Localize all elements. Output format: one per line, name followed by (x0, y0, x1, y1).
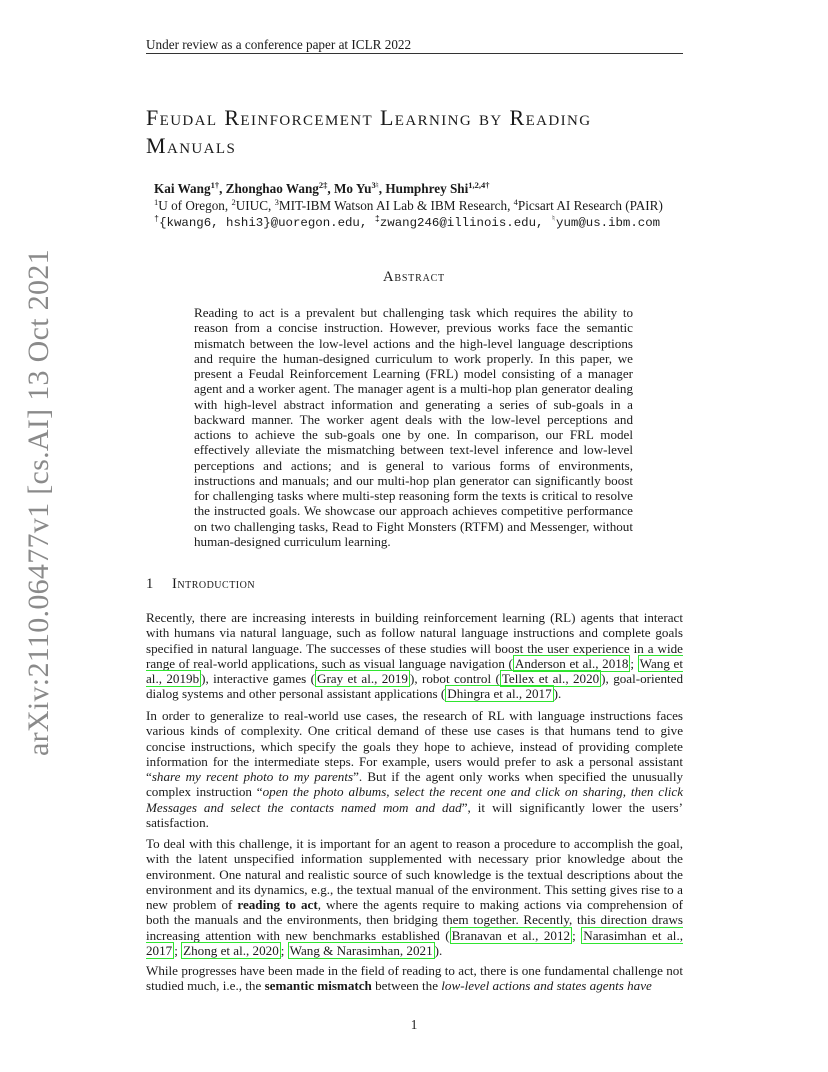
paragraph-text: ), interactive games ( (201, 671, 315, 686)
affiliation-marker: 1 (154, 197, 159, 207)
affiliation-text: UIUC, (235, 198, 275, 213)
citation-link[interactable]: Wang & Narasimhan, 2021 (289, 942, 433, 958)
citation-link[interactable]: Dhingra et al., 2017 (447, 686, 552, 702)
section-heading-introduction (146, 576, 255, 593)
title-line-1: Feudal Reinforcement Learning by Reading (146, 105, 592, 130)
paragraph-text: ; (572, 927, 582, 943)
paragraph-text: ; (280, 942, 288, 958)
citation-link[interactable]: Branavan et al., 2012 (451, 927, 571, 943)
paragraph-text: ). (434, 942, 443, 958)
paragraph-text: ). (553, 686, 562, 702)
paragraph-text: ”. But if the agent only works when specified the unusually complex instruction “ (146, 769, 684, 800)
affiliation-text: MIT-IBM Watson AI Lab & IBM Research, (278, 198, 514, 213)
arxiv-identifier-stamp: arXiv:2110.06477v1 [cs.AI] 13 Oct 2021 (22, 249, 55, 756)
email-text: {kwang6, hshi3}@uoregon.edu, (159, 216, 375, 230)
page-number: 1 (410, 1017, 418, 1032)
affiliations (154, 198, 663, 214)
emphasized-text: low-level actions and states agents have (441, 978, 652, 994)
author-name: Zhonghao Wang (225, 181, 319, 196)
paragraph-text: ; (174, 942, 182, 958)
author-name: Mo Yu (333, 181, 372, 196)
author-marker: 1,2,4† (468, 180, 490, 190)
emphasized-text: share my recent photo to my parents (151, 769, 354, 784)
author-marker: 1† (210, 180, 220, 190)
paragraph-text: ”, it will significantly lower the users’ satisfaction. (146, 799, 684, 830)
affiliation-marker: 4 (513, 197, 518, 207)
paper-title (146, 104, 706, 160)
intro-paragraph-3 (146, 836, 683, 958)
affiliation-text: U of Oregon, (158, 198, 232, 213)
paragraph-text: While progresses have been made in the field of reading to act, there is one fundamental challenge not studied much, i.e., the (146, 963, 683, 994)
paragraph-text: ), goal-oriented dialog systems and other personal assistant applications ( (146, 671, 683, 702)
emphasized-text: open the photo albums, select the recent one and click on sharing, then click Messages and select the contacts named mom and dad (146, 784, 684, 815)
email-marker: † (154, 214, 160, 224)
title-line-2: Manuals (146, 133, 237, 158)
paragraph-text: To deal with this challenge, it is important for an agent to reason a procedure to accomplish the goal, with the latent unspecified information supplemented with necessary prior knowledge about the environment. One natural and realistic source of such knowledge is the textual descriptions about the environment and its dynamics, e.g., the textual manual of the environment. This setting gives rise to a new problem of (146, 836, 683, 912)
bold-text: reading to act (237, 897, 318, 912)
abstract-text: Reading to act is a prevalent but challenging task which requires the ability to reason from a concise instruction. However, previous works face the semantic mismatch between the low-level actions and the high-level language descriptions and require the human-designed curriculum to work properly. In this paper, we present a Feudal Reinforcement Learning (FRL) model consisting of a manager agent and a worker agent. The manager agent is a multi-hop plan generator dealing with high-level abstract information and generating a series of sub-goals in a backward manner. The worker agent deals with the low-level perceptions and actions to achieve the sub-goals one by one. In comparison, our FRL model effectively alleviate the mismatching between text-level inference and low-level perceptions and actions; and is general to various forms of environments, instructions and manuals; and our multi-hop plan generator can significantly boost for challenging tasks where multi-step reasoning form the texts is critical to resolve the instructed goals. We showcase our approach achieves competitive performance on two challenging tasks, Read to Fight Monsters (RTFM) and Messenger, without human-designed curriculum learning. (194, 305, 633, 549)
paragraph-text: In order to generalize to real-world use cases, the research of RL with language instructions faces various kinds of complexity. One critical demand of these use cases is that humans tend to give concise instructions, which specify the goals they hope to achieve, instead of providing complete information for the intermediate steps. For example, users would prefer to ask a personal assistant “ (146, 708, 683, 784)
email-marker: ♮ (550, 214, 557, 224)
section-number: 1 (146, 576, 154, 592)
intro-paragraph-1 (146, 610, 683, 702)
citation-link[interactable]: Tellex et al., 2020 (501, 671, 600, 686)
paragraph-text: ; (630, 655, 638, 671)
section-title: Introduction (172, 576, 256, 592)
author-emails (154, 215, 660, 231)
paragraph-text: between the (371, 978, 442, 994)
paragraph-text: , where the agents require to making actions via comprehension of both the manuals and the environments, then bridging them together. Recently, this direction draws increasing attention with new benchmarks established ( (146, 897, 683, 943)
citation-link[interactable]: Narasimhan et al., 2017 (146, 927, 683, 958)
intro-paragraph-2 (146, 708, 683, 830)
citation-link[interactable]: Anderson et al., 2018 (514, 655, 629, 671)
author-name: Humphrey Shi (385, 181, 469, 196)
author-list: Kai Wang$^{1\dagger}$, Zhonghao Wang$^{2\ddagger}$, Mo $Yu^{3♮}$, Humphrey Shi$^{1,2,4\dagger}$ (154, 180, 490, 196)
email-marker: ‡ (374, 214, 380, 224)
running-header: Under review as a conference paper at ICLR 2022 (146, 37, 412, 52)
author-marker: 2‡ (318, 180, 328, 190)
citation-link[interactable]: Zhong et al., 2020 (183, 942, 279, 958)
email-text: zwang246@illinois.edu, (379, 216, 551, 230)
author-name: Kai Wang (154, 181, 211, 196)
affiliation-marker: 3 (274, 197, 279, 207)
author-marker: 3♮ (371, 180, 379, 190)
header-rule (146, 53, 683, 54)
citation-link[interactable]: Wang et al., 2019b (146, 655, 683, 686)
intro-paragraph-4 (146, 963, 683, 994)
affiliation-marker: 2 (231, 197, 236, 207)
affiliation-text: Picsart AI Research (PAIR) (517, 198, 663, 213)
citation-link[interactable]: Gray et al., 2019 (316, 671, 408, 686)
abstract-heading: Abstract (383, 269, 445, 285)
paragraph-text: Recently, there are increasing interests in building reinforcement learning (RL) agents that interact with humans via natural language, such as follow natural language instructions and complete goals specified in natural language. The successes of these studies will boost the user experience in a wide range of real-world applications, such as visual language navigation ( (146, 610, 683, 671)
email-text: yum@us.ibm.com (556, 216, 661, 230)
bold-text: semantic mismatch (264, 978, 372, 994)
paragraph-text: ), robot control ( (409, 671, 500, 686)
